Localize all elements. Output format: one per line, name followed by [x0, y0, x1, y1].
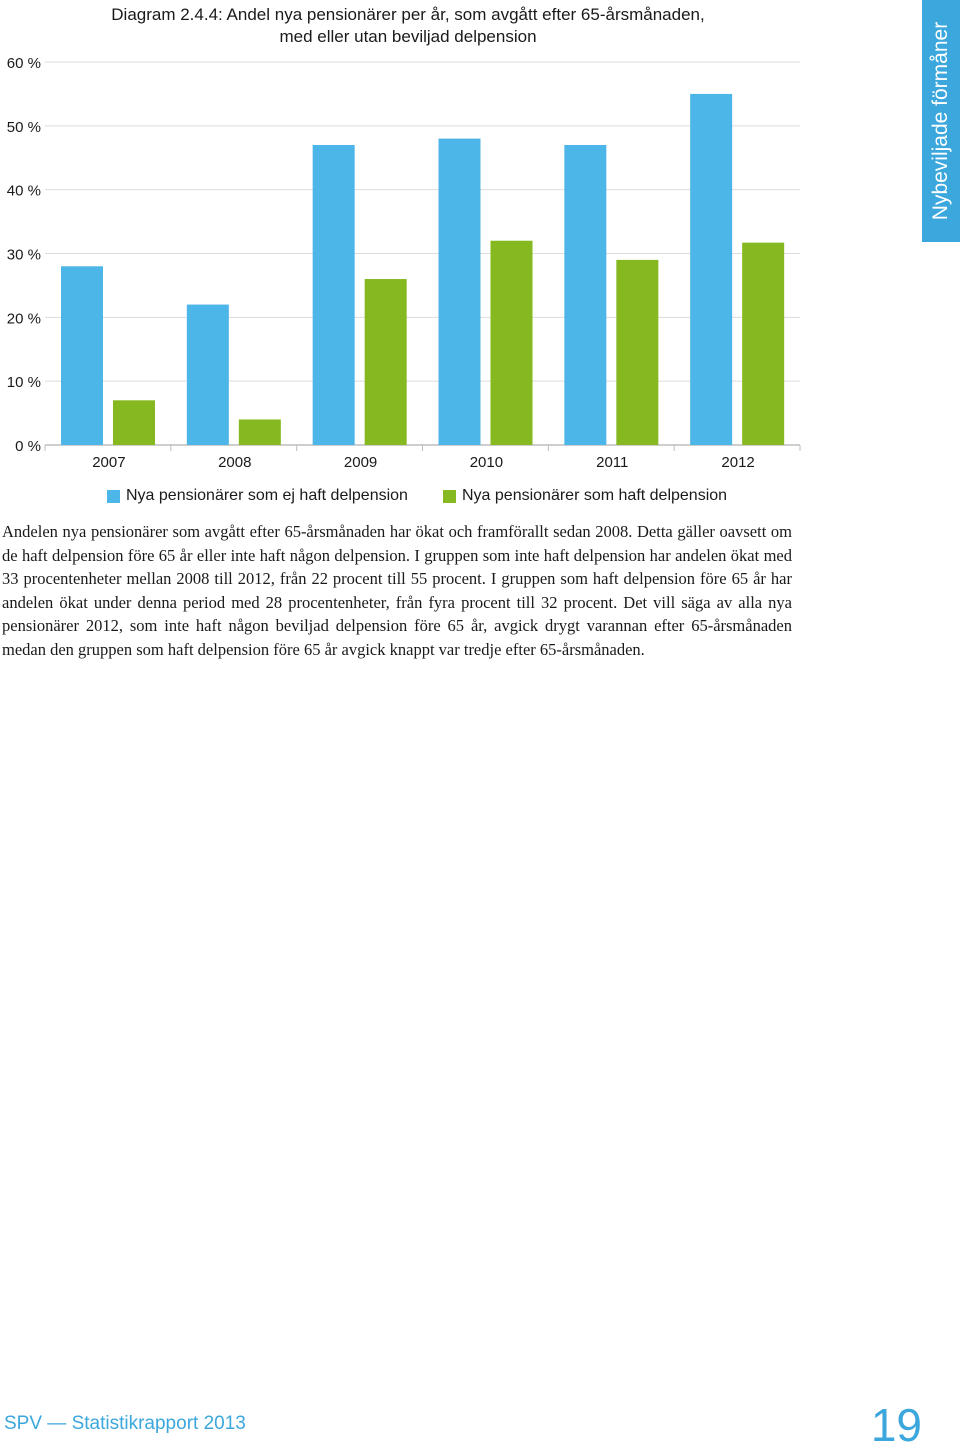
chart-subtitle: med eller utan beviljad delpension — [279, 27, 537, 46]
x-tick-label: 2010 — [469, 454, 504, 471]
bar-partial-pension — [742, 243, 784, 445]
x-tick-label: 2007 — [92, 454, 126, 471]
x-tick-label: 2008 — [218, 454, 252, 471]
y-tick-label: 20 % — [6, 310, 41, 328]
body-paragraph: Andelen nya pensionärer som avgått efter 65-årsmånaden har ökat och framförallt sedan 2008. Detta gäller oavsett om de haft delpension före 65 år eller inte haft någon delpension. I gruppen som inte haft delpension har andelen ökat med 33 procentenheter mellan 2008 till 2012, från 22 procent till 55 procent. I gruppen som haft delpension före 65 år har andelen ökat under denna period med 28 procentenheter, från fyra procent till 32 procent. Det vill säga av alla nya pensionärer 2012, som inte haft någon beviljad delpension före 65 år, avgick drygt varannan efter 65-årsmånaden medan den gruppen som haft delpension före 65 år avgick knappt var tredje efter 65-årsmånaden. — [2, 522, 792, 659]
bar-no-partial-pension — [690, 94, 732, 445]
x-tick-label: 2012 — [721, 454, 755, 471]
legend-label: Nya pensionärer som ej haft delpension — [126, 487, 408, 504]
legend-item-no-partial-pension — [107, 487, 408, 505]
y-tick-label: 50 % — [6, 118, 41, 136]
bar-partial-pension — [616, 260, 658, 445]
x-tick-label: 2011 — [596, 454, 629, 471]
bar-partial-pension — [491, 241, 533, 445]
y-tick-label: 10 % — [6, 374, 41, 392]
chart-title: Diagram 2.4.4: Andel nya pensionärer per år, som avgått efter 65-årsmånaden, — [111, 5, 705, 24]
y-tick-label: 0 % — [15, 438, 41, 455]
legend-item-partial-pension — [443, 487, 727, 505]
bar-no-partial-pension — [61, 266, 103, 445]
section-tab-label: Nybeviljade förmåner — [929, 21, 952, 221]
bar-partial-pension — [365, 279, 407, 445]
bar-partial-pension — [239, 419, 281, 445]
footer-report-title: SPV — Statistikrapport 2013 — [4, 1413, 246, 1434]
bar-partial-pension — [113, 400, 155, 445]
bar-chart — [0, 0, 960, 480]
bar-no-partial-pension — [187, 305, 229, 445]
legend-swatch-green — [443, 490, 456, 503]
legend-label: Nya pensionärer som haft delpension — [462, 487, 728, 504]
bar-no-partial-pension — [439, 139, 481, 445]
x-tick-label: 2009 — [343, 454, 378, 471]
page-number: 19 — [870, 1399, 922, 1451]
legend-swatch-blue — [107, 490, 120, 503]
bar-no-partial-pension — [564, 145, 606, 445]
section-tab — [922, 0, 960, 242]
y-tick-label: 60 % — [6, 55, 41, 72]
bar-no-partial-pension — [313, 145, 355, 445]
y-tick-label: 30 % — [6, 246, 41, 264]
y-tick-label: 40 % — [6, 182, 41, 200]
